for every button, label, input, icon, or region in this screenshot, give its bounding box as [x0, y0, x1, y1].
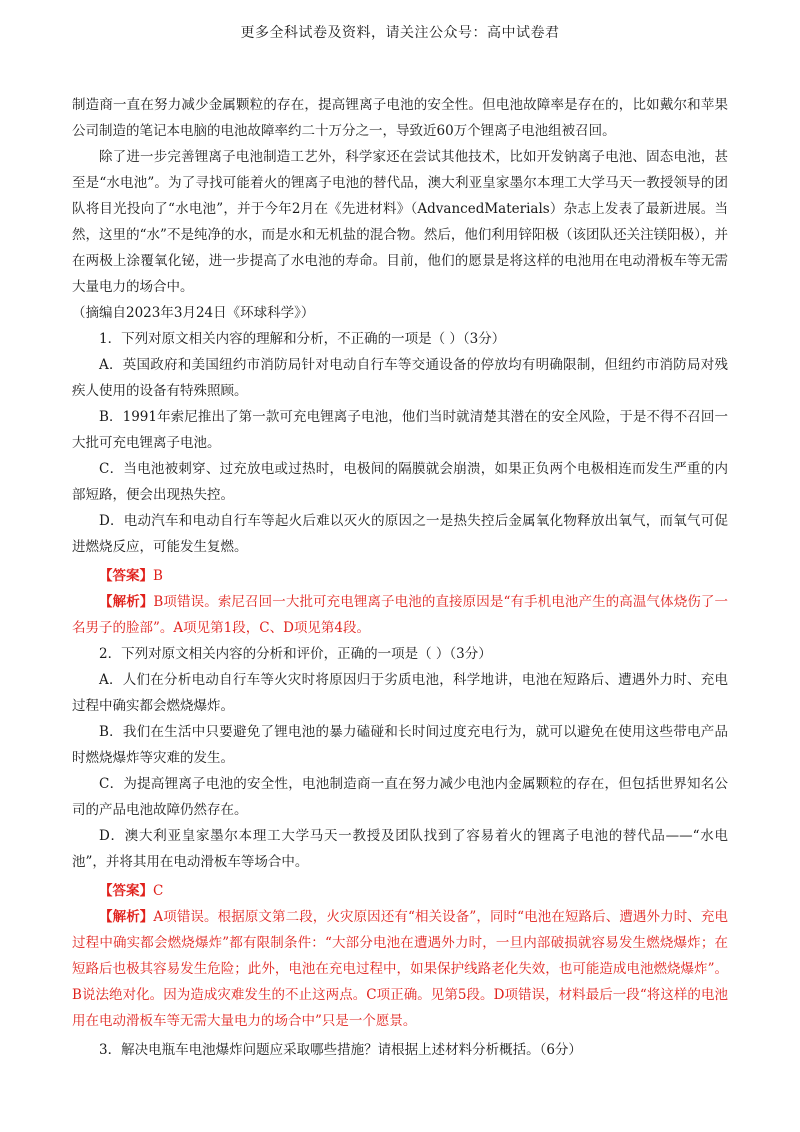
question-2-option-b: B．我们在生活中只要避免了锂电池的暴力磕碰和长时间过度充电行为，就可以避免在使用这些带电产品时燃烧爆炸等灾难的发生。 [72, 724, 728, 766]
explanation-text: A项错误。根据原文第二段，火灾原因还有“相关设备”，同时“电池在短路后、遭遇外力时、充电过程中确实都会燃烧爆炸”都有限制条件：“大部分电池在遭遇外力时，一旦内部破损就容易发生燃烧爆炸；在短路后也极其容易发生危险；此外，电池在充电过程中，如果保护线路老化失效，也可能造成电池燃烧爆炸”。B说法绝对化。因为造成灾难发生的不止这两点。C项正确。见第5段。D项错误，材料最后一段“将这样的电池用在电动滑板车等无需大量电力的场合中”只是一个愿景。 [72, 909, 729, 1029]
question-2-stem: 2．下列对原文相关内容的分析和评价，正确的一项是（ ）（3分） [99, 646, 492, 662]
question-1-explanation [72, 589, 728, 641]
question-1-option-d: D．电动汽车和电动自行车等起火后难以灭火的原因之一是热失控后金属氧化物释放出氧气，而氧气可促进燃烧反应，可能发生复燃。 [72, 513, 728, 555]
explanation-text: B项错误。索尼召回一大批可充电锂离子电池的直接原因是“有手机电池产生的高温气体烧伤了一名男子的脸部”。A项见第1段，C、D项见第4段。 [72, 594, 728, 636]
question-2-explanation [72, 904, 728, 1034]
answer-value: C [153, 883, 164, 899]
answer-label: 【答案】 [99, 883, 153, 899]
question-1-option-a: A．英国政府和美国纽约市消防局针对电动自行车等交通设备的停放均有明确限制，但纽约市消防局对残疾人使用的设备有特殊照顾。 [72, 357, 728, 399]
question-1-stem: 1．下列对原文相关内容的理解和分析，不正确的一项是（ ）（3分） [99, 331, 506, 347]
page-header: 更多全科试卷及资料，请关注公众号：高中试卷君 [240, 25, 560, 41]
question-2-answer [72, 878, 728, 904]
passage-paragraph-2: 除了进一步完善锂离子电池制造工艺外，科学家还在尝试其他技术，比如开发钠离子电池、固态电池，甚至是“水电池”。为了寻找可能着火的锂离子电池的替代品，澳大利亚皇家墨尔本理工大学马天一教授领导的团队将目光投向了“水电池”，并于今年2月在《先进材料》（AdvancedMaterials）杂志上发表了最新进展。当然，这里的“水”不是纯净的水，而是水和无机盐的混合物。然后，他们利用锌阳极（该团队还关注镁阳极），并在两极上涂覆氧化铋，进一步提高了水电池的寿命。目前，他们的愿景是将这样的电池用在电动滑板车等无需大量电力的场合中。 [72, 149, 728, 295]
answer-label: 【答案】 [99, 568, 153, 584]
question-1-option-b: B．1991年索尼推出了第一款可充电锂离子电池，他们当时就清楚其潜在的安全风险，于是不得不召回一大批可充电锂离子电池。 [72, 409, 728, 451]
answer-value: B [153, 568, 163, 584]
question-2-option-a: A．人们在分析电动自行车等火灾时将原因归于劣质电池，科学地讲，电池在短路后、遭遇外力时、充电过程中确实都会燃烧爆炸。 [72, 672, 728, 714]
question-3-stem: 3．解决电瓶车电池爆炸问题应采取哪些措施？请根据上述材料分析概括。（6分） [99, 1042, 582, 1058]
explanation-label: 【解析】 [99, 909, 154, 925]
passage-paragraph-1: 制造商一直在努力减少金属颗粒的存在，提高锂离子电池的安全性。但电池故障率是存在的，比如戴尔和苹果公司制造的笔记本电脑的电池故障率约二十万分之一，导致近60万个锂离子电池组被召回。 [72, 97, 728, 139]
explanation-label: 【解析】 [99, 594, 154, 610]
question-1-option-c: C．当电池被刺穿、过充放电或过热时，电极间的隔膜就会崩溃，如果正负两个电极相连而发生严重的内部短路，便会出现热失控。 [72, 461, 728, 503]
passage-source: （摘编自2023年3月24日《环球科学》） [72, 305, 315, 321]
question-2-option-c: C．为提高锂离子电池的安全性，电池制造商一直在努力减少电池内金属颗粒的存在，但包括世界知名公司的产品电池故障仍然存在。 [72, 776, 728, 818]
question-2-option-d: D．澳大利亚皇家墨尔本理工大学马天一教授及团队找到了容易着火的锂离子电池的替代品——“水电池”，并将其用在电动滑板车等场合中。 [72, 828, 728, 870]
page-content [72, 92, 728, 1063]
question-1-answer [72, 563, 728, 589]
